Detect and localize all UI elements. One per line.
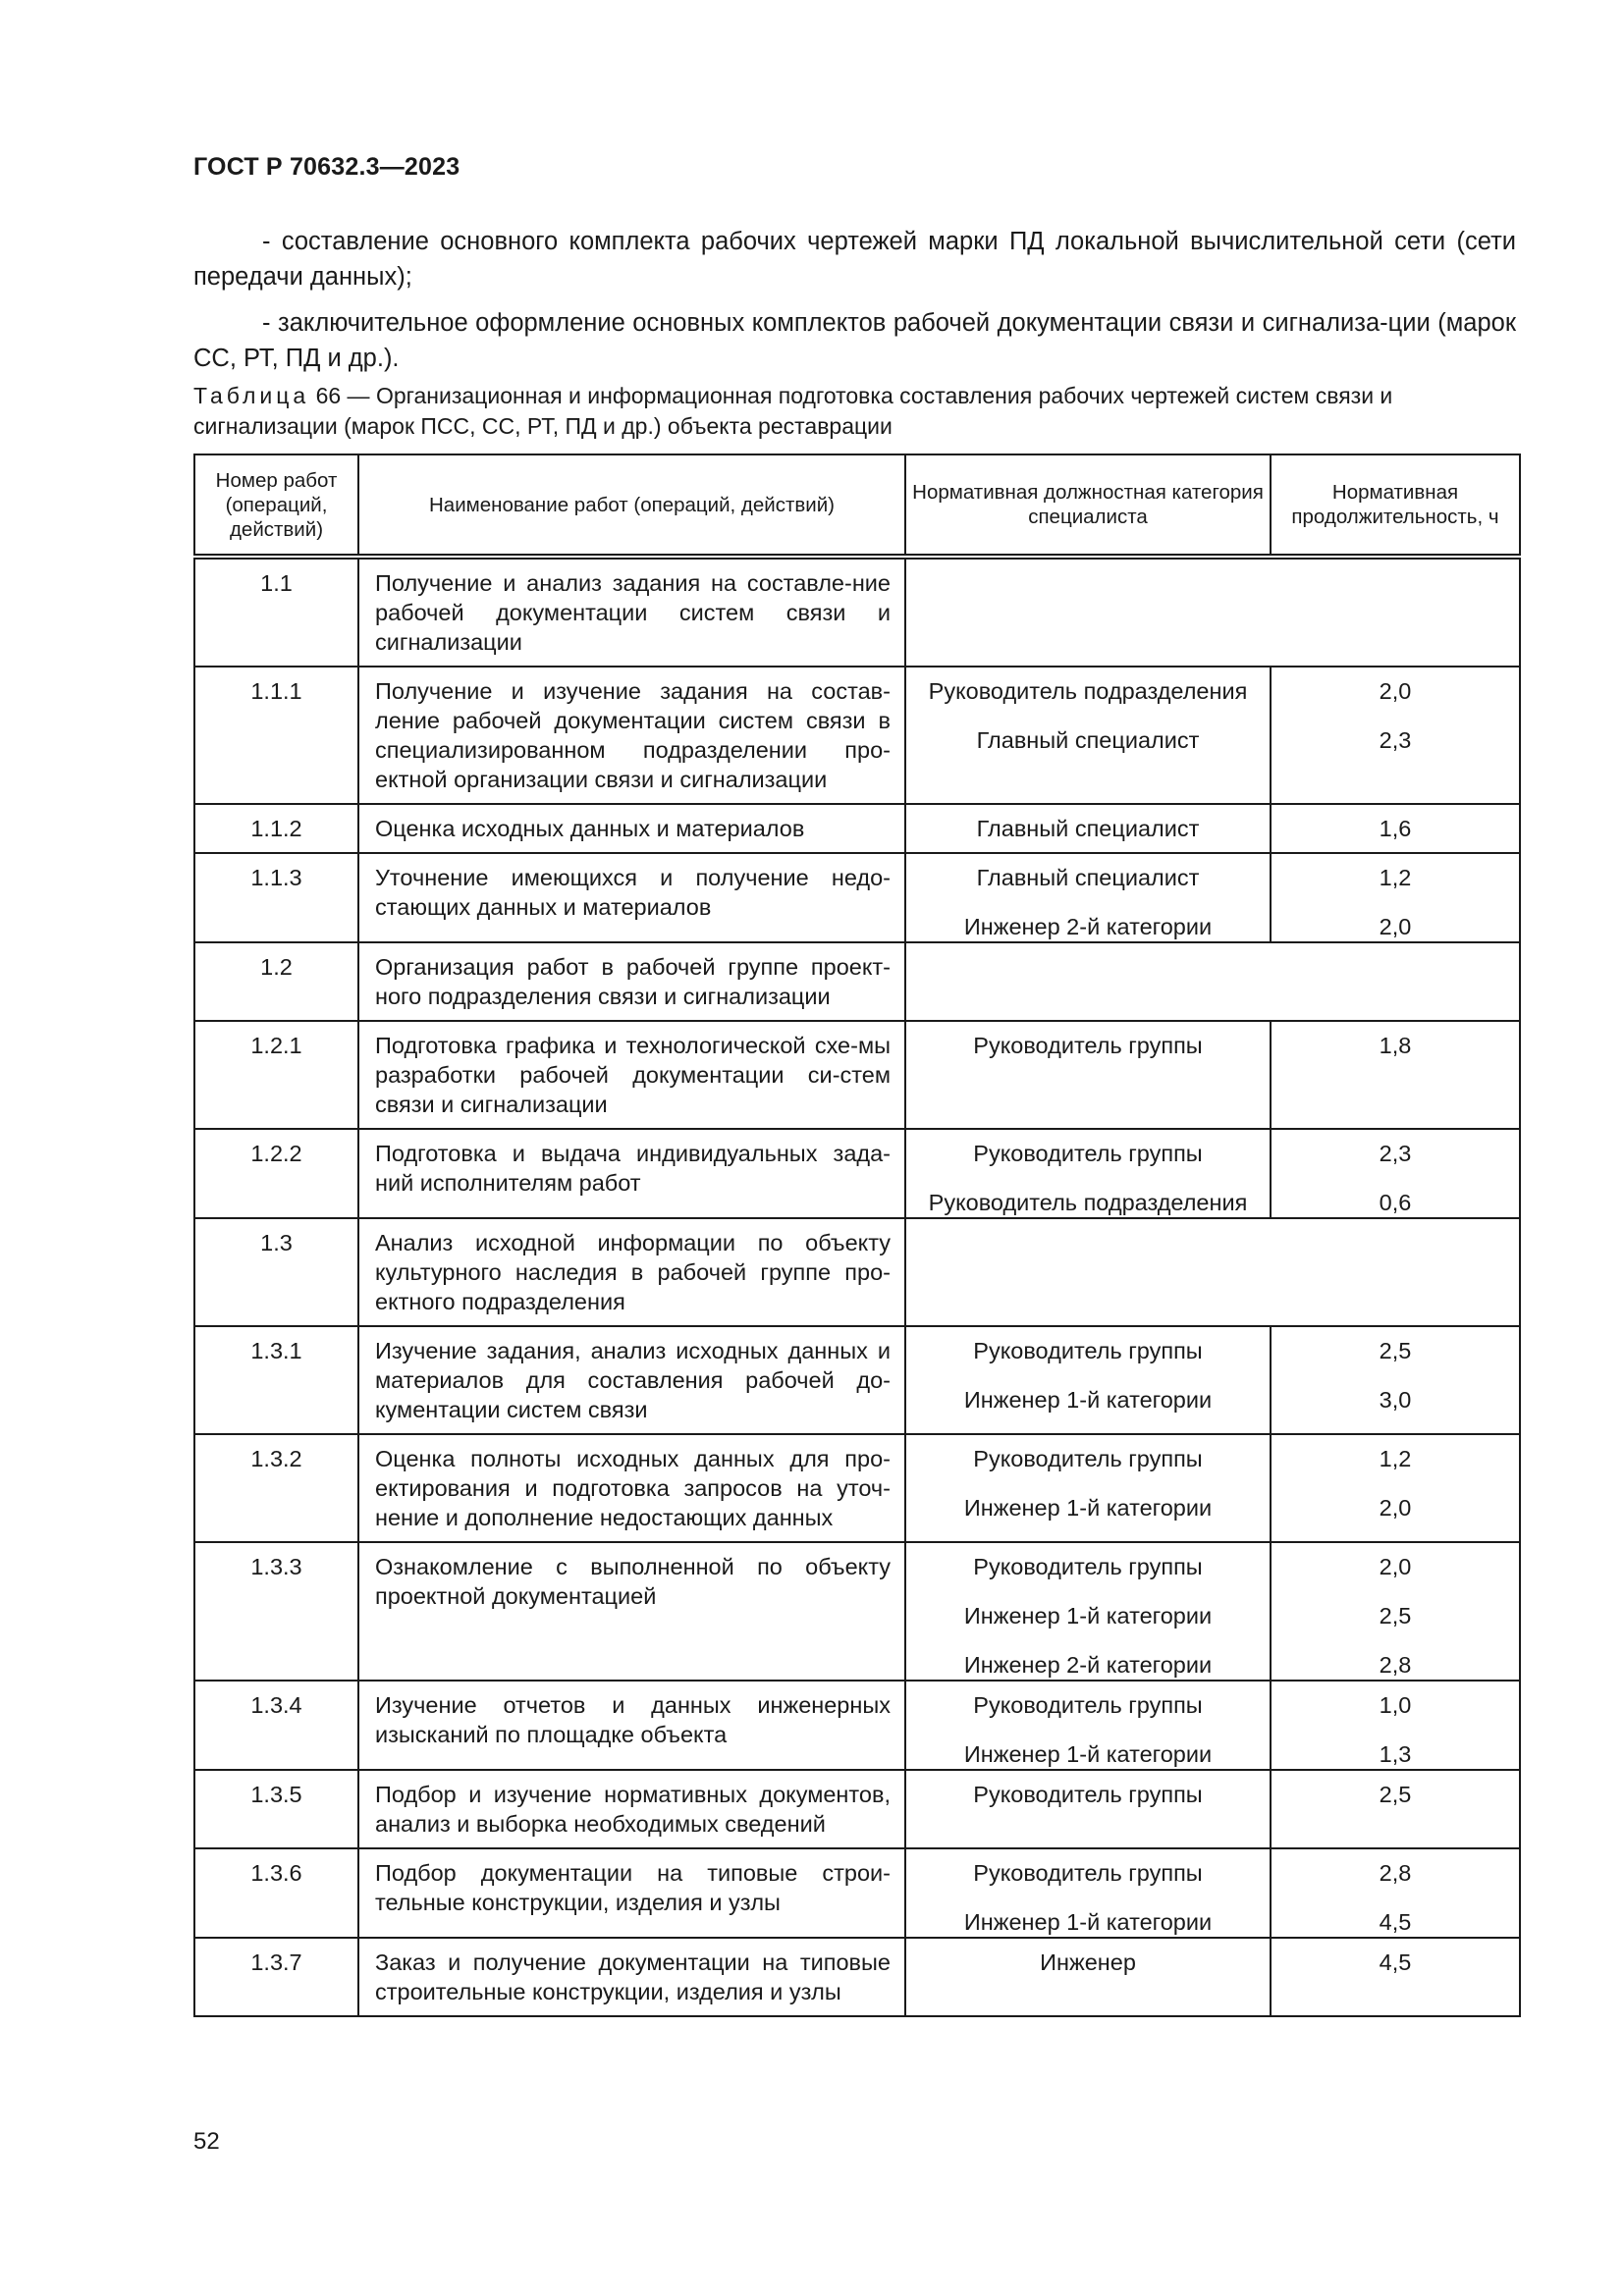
work-number-cell: 1.3.7 xyxy=(194,1938,358,2016)
specialist-category: Руководитель подразделения xyxy=(928,678,1248,704)
work-number-cell: 1.3.6 xyxy=(194,1848,358,1938)
specialist-category: Главный специалист xyxy=(976,727,1200,753)
specialist-category: Руководитель группы xyxy=(973,1338,1203,1363)
work-table xyxy=(193,454,1521,2017)
specialist-category: Инженер 1-й категории xyxy=(963,1603,1213,1629)
table-row xyxy=(194,667,1520,804)
table-row xyxy=(194,1681,1520,1770)
specialist-category: Инженер 1-й категории xyxy=(963,1741,1213,1767)
duration-value: 4,5 xyxy=(1379,1949,1412,1975)
work-name-cell: Подготовка графика и технологической схе-мы разработки рабочей документации си-стем связи и сигнализации xyxy=(358,1021,905,1129)
work-number-cell: 1.3.4 xyxy=(194,1681,358,1770)
specialist-category: Руководитель группы xyxy=(973,1446,1203,1471)
table-row xyxy=(194,1129,1520,1218)
specialist-category-cell xyxy=(905,853,1271,942)
specialist-category-cell xyxy=(905,1326,1271,1434)
duration-value: 1,2 xyxy=(1379,865,1412,890)
table-row xyxy=(194,557,1520,667)
duration-value: 2,0 xyxy=(1379,1554,1412,1579)
work-number-cell: 1.2.1 xyxy=(194,1021,358,1129)
duration-cell xyxy=(1271,1542,1520,1681)
specialist-category: Инженер xyxy=(1040,1949,1136,1975)
duration-value: 2,8 xyxy=(1379,1652,1412,1678)
work-name-cell: Изучение отчетов и данных инженерных изысканий по площадке объекта xyxy=(358,1681,905,1770)
specialist-category-cell xyxy=(905,1542,1271,1681)
specialist-category: Руководитель группы xyxy=(973,1692,1203,1718)
work-name-cell: Анализ исходной информации по объекту культурного наследия в рабочей группе про-ектного подразделения xyxy=(358,1218,905,1326)
duration-cell xyxy=(1271,1129,1520,1218)
table-row xyxy=(194,942,1520,1021)
duration-value: 2,3 xyxy=(1379,727,1412,753)
duration-value: 1,0 xyxy=(1379,1692,1412,1718)
specialist-category: Главный специалист xyxy=(976,816,1200,841)
duration-value: 2,5 xyxy=(1379,1782,1412,1807)
duration-value: 2,0 xyxy=(1379,678,1412,704)
intro-text xyxy=(193,224,1516,387)
header-number: Номер работ (операций, действий) xyxy=(194,454,358,557)
work-name-cell: Изучение задания, анализ исходных данных и материалов для составления рабочей до-кументации систем связи xyxy=(358,1326,905,1434)
duration-value: 1,6 xyxy=(1379,816,1412,841)
empty-merged-cell xyxy=(905,1218,1520,1326)
intro-paragraph: - составление основного комплекта рабочих чертежей марки ПД локальной вычислительной сети (сети передачи данных); xyxy=(193,228,1516,291)
duration-cell xyxy=(1271,1848,1520,1938)
duration-cell xyxy=(1271,1434,1520,1542)
duration-cell xyxy=(1271,1938,1520,2016)
work-name-cell: Подбор и изучение нормативных документов, анализ и выборка необходимых сведений xyxy=(358,1770,905,1848)
work-name-cell: Оценка полноты исходных данных для про-ектирования и подготовка запросов на уточ-нение и дополнение недостающих данных xyxy=(358,1434,905,1542)
duration-cell xyxy=(1271,853,1520,942)
table-caption-text: 66 — Организационная и информационная подготовка составления рабочих чертежей систем связи и сигнализации (марок ПСС, СС, РТ, ПД и др.) объекта реставрации xyxy=(193,383,1393,439)
duration-cell xyxy=(1271,804,1520,853)
duration-cell xyxy=(1271,667,1520,804)
work-number-cell: 1.3.3 xyxy=(194,1542,358,1681)
specialist-category: Руководитель группы xyxy=(973,1782,1203,1807)
duration-value: 2,3 xyxy=(1379,1141,1412,1166)
work-number-cell: 1.1.1 xyxy=(194,667,358,804)
specialist-category: Руководитель группы xyxy=(973,1554,1203,1579)
duration-value: 4,5 xyxy=(1379,1909,1412,1935)
table-row xyxy=(194,853,1520,942)
header-category: Нормативная должностная категория специалиста xyxy=(905,454,1271,557)
duration-value: 1,2 xyxy=(1379,1446,1412,1471)
empty-merged-cell xyxy=(905,942,1520,1021)
document-header: ГОСТ Р 70632.3—2023 xyxy=(193,153,460,181)
work-number-cell: 1.1 xyxy=(194,557,358,667)
specialist-category: Руководитель группы xyxy=(973,1033,1203,1058)
specialist-category-cell xyxy=(905,667,1271,804)
specialist-category-cell xyxy=(905,1681,1271,1770)
duration-value: 1,8 xyxy=(1379,1033,1412,1058)
specialist-category-cell xyxy=(905,804,1271,853)
specialist-category-cell xyxy=(905,1770,1271,1848)
header-duration: Нормативная продолжительность, ч xyxy=(1271,454,1520,557)
work-name-cell: Подготовка и выдача индивидуальных зада-ний исполнителям работ xyxy=(358,1129,905,1218)
duration-value: 1,3 xyxy=(1379,1741,1412,1767)
work-number-cell: 1.2 xyxy=(194,942,358,1021)
work-number-cell: 1.3.5 xyxy=(194,1770,358,1848)
table-row xyxy=(194,1021,1520,1129)
table-header-row xyxy=(194,454,1520,557)
work-name-cell: Получение и изучение задания на состав-ление рабочей документации систем связи в специализированном подразделении про-ектной организации связи и сигнализации xyxy=(358,667,905,804)
work-number-cell: 1.3.1 xyxy=(194,1326,358,1434)
intro-paragraph: - заключительное оформление основных комплектов рабочей документации связи и сигнализа-ции (марок СС, РТ, ПД и др.). xyxy=(193,309,1516,372)
duration-value: 2,8 xyxy=(1379,1860,1412,1886)
specialist-category: Инженер 1-й категории xyxy=(963,1387,1213,1413)
table-row xyxy=(194,1938,1520,2016)
specialist-category: Инженер 2-й категории xyxy=(963,1652,1213,1678)
page-number: 52 xyxy=(193,2128,220,2155)
specialist-category: Руководитель подразделения xyxy=(928,1190,1248,1215)
work-name-cell: Уточнение имеющихся и получение недо-стающих данных и материалов xyxy=(358,853,905,942)
table-row xyxy=(194,804,1520,853)
work-name-cell: Подбор документации на типовые строи-тельные конструкции, изделия и узлы xyxy=(358,1848,905,1938)
specialist-category-cell xyxy=(905,1848,1271,1938)
duration-value: 2,5 xyxy=(1379,1603,1412,1629)
duration-value: 2,0 xyxy=(1379,1495,1412,1521)
work-number-cell: 1.2.2 xyxy=(194,1129,358,1218)
specialist-category: Главный специалист xyxy=(976,865,1200,890)
empty-merged-cell xyxy=(905,557,1520,667)
duration-cell xyxy=(1271,1021,1520,1129)
work-number-cell: 1.3.2 xyxy=(194,1434,358,1542)
table-row xyxy=(194,1434,1520,1542)
duration-cell xyxy=(1271,1326,1520,1434)
table-body xyxy=(194,557,1520,2016)
table-caption-label: Таблица xyxy=(193,383,310,408)
work-name-cell: Заказ и получение документации на типовые строительные конструкции, изделия и узлы xyxy=(358,1938,905,2016)
specialist-category: Инженер 1-й категории xyxy=(963,1495,1213,1521)
duration-cell xyxy=(1271,1681,1520,1770)
work-name-cell: Ознакомление с выполненной по объекту проектной документацией xyxy=(358,1542,905,1681)
work-name-cell: Организация работ в рабочей группе проект-ного подразделения связи и сигнализации xyxy=(358,942,905,1021)
specialist-category-cell xyxy=(905,1938,1271,2016)
work-name-cell: Получение и анализ задания на составле-ние рабочей документации систем связи и сигнализации xyxy=(358,557,905,667)
table-caption xyxy=(193,381,1519,442)
table-row xyxy=(194,1848,1520,1938)
work-number-cell: 1.1.3 xyxy=(194,853,358,942)
work-number-cell: 1.1.2 xyxy=(194,804,358,853)
specialist-category-cell xyxy=(905,1434,1271,1542)
specialist-category-cell xyxy=(905,1129,1271,1218)
work-name-cell: Оценка исходных данных и материалов xyxy=(358,804,905,853)
duration-value: 2,5 xyxy=(1379,1338,1412,1363)
specialist-category: Руководитель группы xyxy=(973,1141,1203,1166)
specialist-category: Инженер 2-й категории xyxy=(963,914,1213,939)
specialist-category-cell xyxy=(905,1021,1271,1129)
table-row xyxy=(194,1770,1520,1848)
header-name: Наименование работ (операций, действий) xyxy=(358,454,905,557)
table-row xyxy=(194,1542,1520,1681)
table-row xyxy=(194,1326,1520,1434)
duration-value: 3,0 xyxy=(1379,1387,1412,1413)
duration-value: 0,6 xyxy=(1379,1190,1412,1215)
duration-value: 2,0 xyxy=(1379,914,1412,939)
specialist-category: Инженер 1-й категории xyxy=(963,1909,1213,1935)
duration-cell xyxy=(1271,1770,1520,1848)
work-table-container xyxy=(193,454,1521,2017)
work-number-cell: 1.3 xyxy=(194,1218,358,1326)
specialist-category: Руководитель группы xyxy=(973,1860,1203,1886)
table-row xyxy=(194,1218,1520,1326)
